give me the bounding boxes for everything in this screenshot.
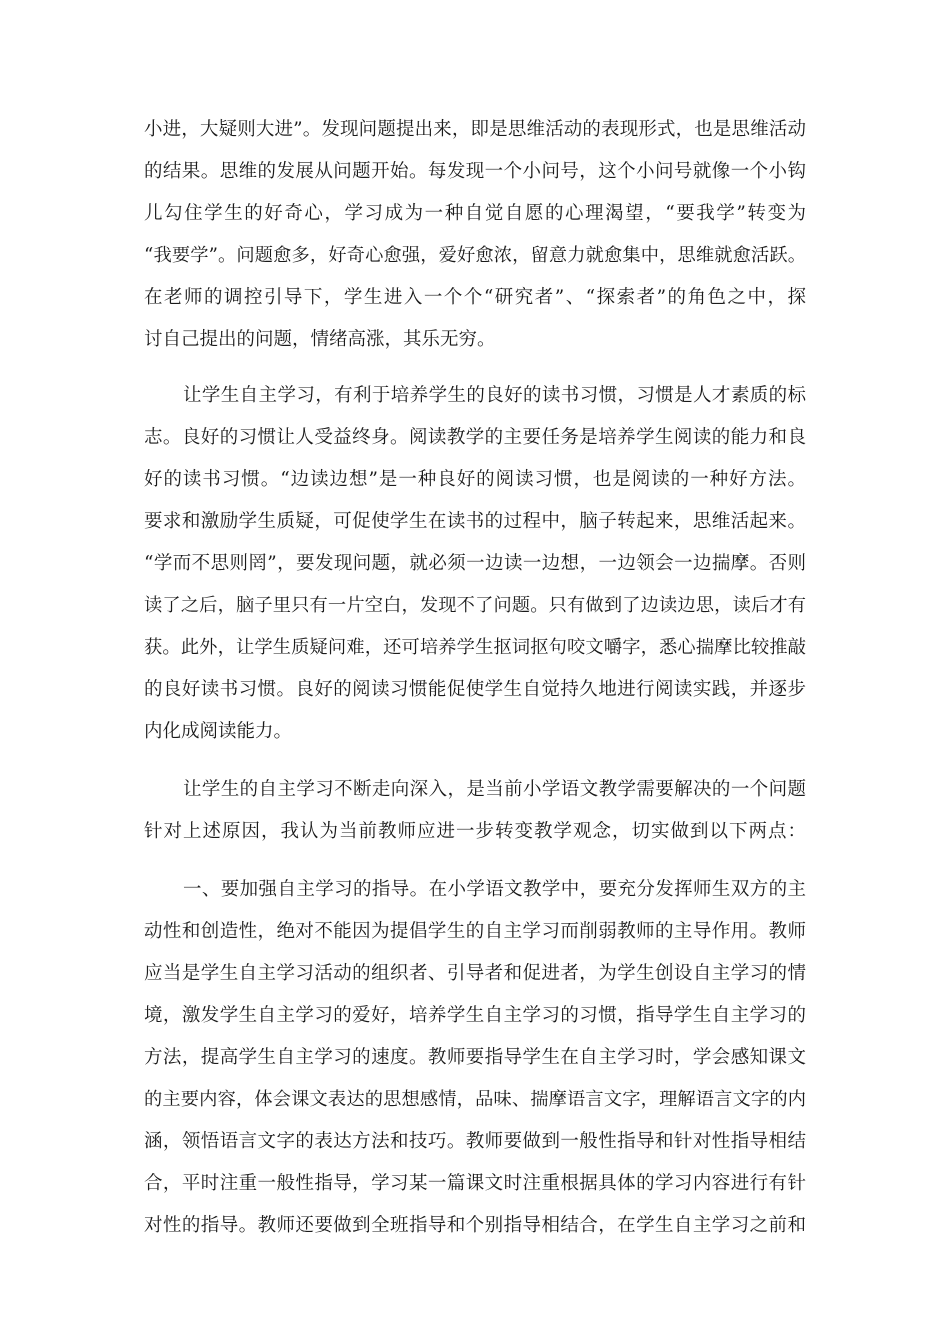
paragraph-4-line-2: 动性和创造性，绝对不能因为提倡学生的自主学习而削弱教师的主导作用。教师 (144, 921, 806, 942)
paragraph-2-line-8: 的良好读书习惯。良好的阅读习惯能促使学生自觉持久地进行阅读实践，并逐步 (144, 679, 806, 700)
paragraph-2-line-3: 好的读书习惯。“边读边想”是一种良好的阅读习惯，也是阅读的一种好方法。 (144, 469, 806, 490)
paragraph-4-line-7: 涵，领悟语言文字的表达方法和技巧。教师要做到一般性指导和针对性指导相结 (144, 1131, 806, 1152)
paragraph-4-line-1: 一、要加强自主学习的指导。在小学语文教学中，要充分发挥师生双方的主 (183, 879, 806, 900)
paragraph-2-line-6: 读了之后，脑子里只有一片空白，发现不了问题。只有做到了边读边思，读后才有 (144, 595, 806, 616)
paragraph-1-line-2: 的结果。思维的发展从问题开始。每发现一个小问号，这个小问号就像一个小钩 (144, 161, 806, 182)
paragraph-4-line-3: 应当是学生自主学习活动的组织者、引导者和促进者，为学生创设自主学习的情 (144, 963, 806, 984)
paragraph-2-line-7: 获。此外，让学生质疑问难，还可培养学生抠词抠句咬文嚼字，悉心揣摩比较推敲 (144, 637, 806, 658)
paragraph-2-line-1: 让学生自主学习，有利于培养学生的良好的读书习惯，习惯是人才素质的标 (183, 385, 806, 406)
paragraph-4-line-8: 合，平时注重一般性指导，学习某一篇课文时注重根据具体的学习内容进行有针 (144, 1173, 806, 1194)
paragraph-1-line-6: 讨自己提出的问题，情绪高涨，其乐无穷。 (144, 329, 496, 350)
paragraph-1-line-1: 小进，大疑则大进”。发现问题提出来，即是思维活动的表现形式，也是思维活动 (144, 119, 806, 140)
paragraph-4-line-6: 的主要内容，体会课文表达的思想感情，品味、揣摩语言文字，理解语言文字的内 (144, 1089, 806, 1110)
paragraph-1-line-5: 在老师的调控引导下，学生进入一个个“研究者”、“探索者”的角色之中，探 (144, 287, 806, 308)
paragraph-4-line-9: 对性的指导。教师还要做到全班指导和个别指导相结合，在学生自主学习之前和 (144, 1215, 806, 1236)
paragraph-3-line-1: 让学生的自主学习不断走向深入，是当前小学语文教学需要解决的一个问题 (183, 779, 806, 800)
paragraph-3-line-2: 针对上述原因，我认为当前教师应进一步转变教学观念，切实做到以下两点： (144, 821, 806, 842)
paragraph-1-line-4: “我要学”。问题愈多，好奇心愈强，爱好愈浓，留意力就愈集中，思维就愈活跃。 (144, 245, 806, 266)
paragraph-4-line-4: 境，激发学生自主学习的爱好，培养学生自主学习的习惯，指导学生自主学习的 (144, 1005, 806, 1026)
paragraph-2-line-9: 内化成阅读能力。 (144, 721, 293, 742)
paragraph-2-line-4: 要求和激励学生质疑，可促使学生在读书的过程中，脑子转起来，思维活起来。 (144, 511, 806, 532)
paragraph-2-line-5: “学而不思则罔”，要发现问题，就必须一边读一边想，一边领会一边揣摩。否则 (144, 553, 806, 574)
paragraph-1-line-3: 儿勾住学生的好奇心，学习成为一种自觉自愿的心理渴望，“要我学”转变为 (144, 203, 806, 224)
paragraph-4-line-5: 方法，提高学生自主学习的速度。教师要指导学生在自主学习时，学会感知课文 (144, 1047, 806, 1068)
paragraph-2-line-2: 志。良好的习惯让人受益终身。阅读教学的主要任务是培养学生阅读的能力和良 (144, 427, 806, 448)
